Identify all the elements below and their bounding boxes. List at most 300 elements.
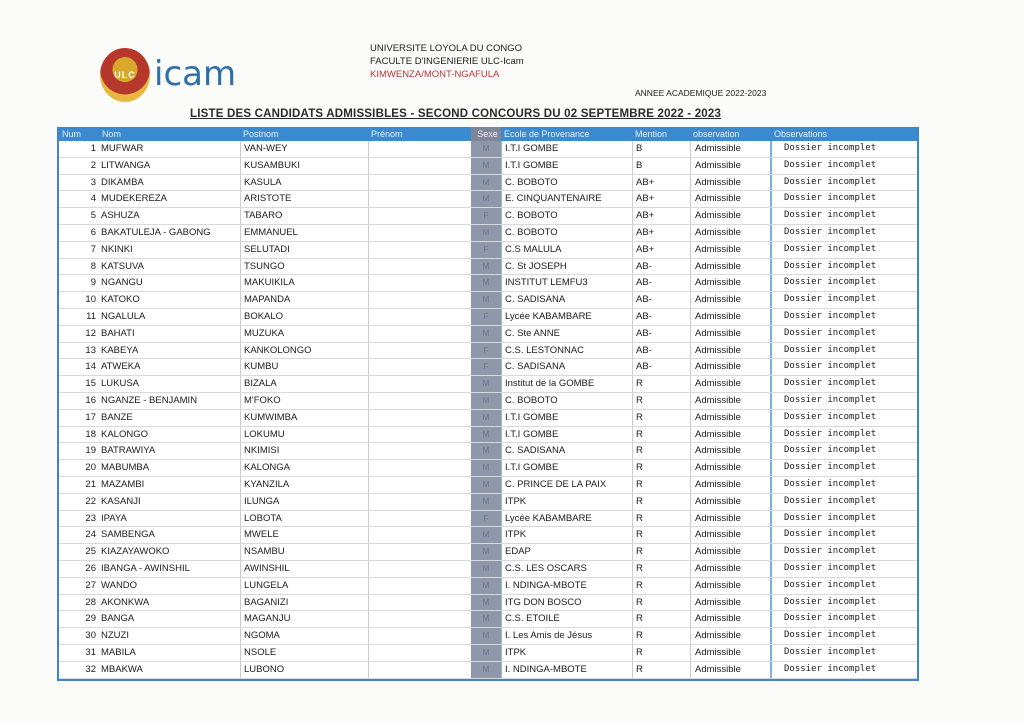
col-sexe: Sexe: [471, 127, 501, 141]
cell-sexe: M: [471, 326, 501, 342]
cell-num: 3: [90, 176, 96, 188]
cell-num: 15: [85, 378, 96, 390]
cell-nom: MABUMBA: [101, 462, 150, 474]
cell-ecole: C. SADISANA: [501, 292, 632, 308]
cell-postnom: ILUNGA: [240, 494, 368, 510]
cell-nom: BANGA: [101, 613, 135, 625]
cell-prenom: [368, 595, 471, 611]
cell-num: 19: [85, 445, 96, 457]
cell-observations: Dossier incomplet: [770, 242, 913, 258]
cell-observation: Admissible: [690, 494, 770, 510]
cell-ecole: ITPK: [501, 527, 632, 543]
cell-postnom: ARISTOTE: [240, 191, 368, 207]
cell-ecole: C. St JOSEPH: [501, 259, 632, 275]
cell-sexe: M: [471, 443, 501, 459]
ulc-seal-icon: [100, 48, 150, 102]
cell-observation: Admissible: [690, 611, 770, 627]
cell-observation: Admissible: [690, 376, 770, 392]
cell-postnom: LUBONO: [240, 662, 368, 678]
cell-mention: AB+: [632, 175, 690, 191]
institution-logo: [100, 48, 237, 104]
cell-mention: AB-: [632, 292, 690, 308]
cell-observations: Dossier incomplet: [770, 477, 913, 493]
cell-observations: Dossier incomplet: [770, 393, 913, 409]
cell-prenom: [368, 141, 471, 157]
cell-prenom: [368, 225, 471, 241]
cell-nom: NGANGU: [101, 277, 143, 289]
icam-logo-text: icam: [154, 54, 237, 94]
table-row: [59, 611, 917, 628]
cell-num: 5: [90, 210, 96, 222]
cell-observations: Dossier incomplet: [770, 544, 913, 560]
cell-sexe: M: [471, 645, 501, 661]
col-num: Num: [62, 129, 82, 139]
cell-postnom: KASULA: [240, 175, 368, 191]
cell-sexe: M: [471, 561, 501, 577]
cell-observations: Dossier incomplet: [770, 225, 913, 241]
cell-nom: NGALULA: [101, 310, 146, 322]
cell-observations: Dossier incomplet: [770, 359, 913, 375]
cell-ecole: Lycée KABAMBARE: [501, 511, 632, 527]
cell-mention: R: [632, 595, 690, 611]
cell-postnom: AWINSHIL: [240, 561, 368, 577]
table-row: [59, 191, 917, 208]
table-row: [59, 326, 917, 343]
cell-nom: SAMBENGA: [101, 529, 155, 541]
cell-sexe: M: [471, 275, 501, 291]
table-row: [59, 242, 917, 259]
cell-mention: AB-: [632, 309, 690, 325]
cell-sexe: M: [471, 410, 501, 426]
table-row: [59, 259, 917, 276]
cell-postnom: BIZALA: [240, 376, 368, 392]
cell-ecole: C. PRINCE DE LA PAIX: [501, 477, 632, 493]
cell-ecole: E. CINQUANTENAIRE: [501, 191, 632, 207]
cell-nom: MUFWAR: [101, 143, 144, 154]
cell-postnom: LUNGELA: [240, 578, 368, 594]
cell-sexe: M: [471, 544, 501, 560]
cell-prenom: [368, 611, 471, 627]
cell-prenom: [368, 662, 471, 678]
cell-num: 6: [90, 226, 96, 238]
table-row: [59, 208, 917, 225]
cell-num: 31: [85, 646, 96, 658]
cell-observations: Dossier incomplet: [770, 460, 913, 476]
cell-mention: B: [632, 158, 690, 174]
cell-observation: Admissible: [690, 242, 770, 258]
cell-sexe: M: [471, 259, 501, 275]
cell-observations: Dossier incomplet: [770, 175, 913, 191]
cell-mention: R: [632, 611, 690, 627]
cell-nom: AKONKWA: [101, 596, 150, 608]
cell-mention: AB-: [632, 259, 690, 275]
cell-observation: Admissible: [690, 225, 770, 241]
cell-ecole: C. BOBOTO: [501, 208, 632, 224]
cell-sexe: M: [471, 460, 501, 476]
cell-observations: Dossier incomplet: [770, 628, 913, 644]
cell-nom: BATRAWIYA: [101, 445, 156, 457]
cell-observation: Admissible: [690, 544, 770, 560]
cell-observation: Admissible: [690, 208, 770, 224]
table-row: [59, 410, 917, 427]
cell-observations: Dossier incomplet: [770, 208, 913, 224]
cell-nom: BAKATULEJA - GABONG: [101, 226, 211, 238]
cell-observations: Dossier incomplet: [770, 343, 913, 359]
cell-num: 13: [85, 344, 96, 356]
cell-postnom: KUSAMBUKI: [240, 158, 368, 174]
cell-ecole: C. BOBOTO: [501, 393, 632, 409]
cell-observation: Admissible: [690, 343, 770, 359]
cell-postnom: KYANZILA: [240, 477, 368, 493]
cell-observations: Dossier incomplet: [770, 191, 913, 207]
table-row: [59, 275, 917, 292]
cell-sexe: M: [471, 662, 501, 678]
cell-sexe: M: [471, 158, 501, 174]
cell-prenom: [368, 393, 471, 409]
table-row: [59, 376, 917, 393]
col-nom: Nom: [102, 129, 122, 139]
cell-observations: Dossier incomplet: [770, 259, 913, 275]
cell-mention: AB-: [632, 275, 690, 291]
cell-mention: AB-: [632, 359, 690, 375]
table-row: [59, 158, 917, 175]
cell-ecole: EDAP: [501, 544, 632, 560]
cell-sexe: M: [471, 527, 501, 543]
cell-mention: R: [632, 393, 690, 409]
cell-num: 18: [85, 428, 96, 440]
cell-ecole: I. NDINGA-MBOTE: [501, 578, 632, 594]
cell-nom: NGANZE - BENJAMIN: [101, 394, 198, 406]
table-row: [59, 662, 917, 679]
cell-prenom: [368, 292, 471, 308]
cell-prenom: [368, 527, 471, 543]
cell-prenom: [368, 275, 471, 291]
cell-mention: R: [632, 494, 690, 510]
table-row: [59, 393, 917, 410]
cell-nom: NZUZI: [101, 630, 129, 642]
cell-nom: KIAZAYAWOKO: [101, 546, 170, 558]
cell-postnom: LOKUMU: [240, 427, 368, 443]
cell-mention: R: [632, 477, 690, 493]
cell-ecole: ITG DON BOSCO: [501, 595, 632, 611]
cell-num: 28: [85, 596, 96, 608]
cell-nom: MBAKWA: [101, 663, 143, 675]
cell-prenom: [368, 561, 471, 577]
cell-postnom: SELUTADI: [240, 242, 368, 258]
cell-sexe: F: [471, 343, 501, 359]
cell-observation: Admissible: [690, 326, 770, 342]
cell-mention: AB+: [632, 225, 690, 241]
table-row: [59, 561, 917, 578]
cell-num: 12: [85, 327, 96, 339]
cell-nom: MAZAMBI: [101, 478, 145, 490]
cell-ecole: I.T.I GOMBE: [501, 427, 632, 443]
cell-postnom: LOBOTA: [240, 511, 368, 527]
cell-observations: Dossier incomplet: [770, 376, 913, 392]
cell-postnom: M'FOKO: [240, 393, 368, 409]
cell-observations: Dossier incomplet: [770, 443, 913, 459]
cell-nom: ATWEKA: [101, 361, 141, 373]
cell-postnom: KALONGA: [240, 460, 368, 476]
cell-postnom: MAGANJU: [240, 611, 368, 627]
cell-observation: Admissible: [690, 561, 770, 577]
cell-postnom: MAPANDA: [240, 292, 368, 308]
cell-mention: R: [632, 410, 690, 426]
cell-prenom: [368, 494, 471, 510]
cell-ecole: C.S. LES OSCARS: [501, 561, 632, 577]
university-name: UNIVERSITE LOYOLA DU CONGO: [370, 43, 523, 54]
cell-ecole: I. NDINGA-MBOTE: [501, 662, 632, 678]
cell-ecole: I.T.I GOMBE: [501, 460, 632, 476]
cell-num: 14: [85, 361, 96, 373]
cell-num: 4: [90, 193, 96, 205]
cell-prenom: [368, 544, 471, 560]
cell-ecole: C.S. ETOILE: [501, 611, 632, 627]
cell-observation: Admissible: [690, 275, 770, 291]
cell-observations: Dossier incomplet: [770, 326, 913, 342]
cell-nom: KABEYA: [101, 344, 139, 356]
cell-mention: R: [632, 645, 690, 661]
cell-nom: LUKUSA: [101, 378, 140, 390]
cell-mention: R: [632, 662, 690, 678]
table-row: [59, 511, 917, 528]
cell-ecole: C. Ste ANNE: [501, 326, 632, 342]
cell-num: 29: [85, 613, 96, 625]
cell-mention: AB-: [632, 343, 690, 359]
table-row: [59, 460, 917, 477]
candidates-table: [57, 127, 919, 681]
cell-mention: R: [632, 527, 690, 543]
seal-text: ULC: [114, 70, 136, 80]
cell-prenom: [368, 410, 471, 426]
cell-nom: BANZE: [101, 411, 133, 423]
cell-prenom: [368, 443, 471, 459]
cell-sexe: F: [471, 242, 501, 258]
cell-sexe: M: [471, 494, 501, 510]
cell-ecole: C. SADISANA: [501, 359, 632, 375]
cell-postnom: NSOLE: [240, 645, 368, 661]
cell-prenom: [368, 427, 471, 443]
cell-postnom: TSUNGO: [240, 259, 368, 275]
cell-observation: Admissible: [690, 175, 770, 191]
cell-postnom: MAKUIKILA: [240, 275, 368, 291]
cell-mention: R: [632, 376, 690, 392]
cell-num: 8: [90, 260, 96, 272]
cell-observations: Dossier incomplet: [770, 309, 913, 325]
cell-num: 25: [85, 546, 96, 558]
cell-observations: Dossier incomplet: [770, 578, 913, 594]
cell-postnom: VAN-WEY: [240, 141, 368, 157]
cell-postnom: NSAMBU: [240, 544, 368, 560]
cell-sexe: F: [471, 511, 501, 527]
cell-num: 32: [85, 663, 96, 675]
cell-ecole: C.S. LESTONNAC: [501, 343, 632, 359]
cell-nom: IBANGA - AWINSHIL: [101, 562, 190, 574]
cell-mention: R: [632, 443, 690, 459]
cell-observations: Dossier incomplet: [770, 611, 913, 627]
table-row: [59, 292, 917, 309]
cell-postnom: KUMWIMBA: [240, 410, 368, 426]
table-row: [59, 578, 917, 595]
cell-prenom: [368, 460, 471, 476]
academic-year: ANNEE ACADEMIQUE 2022-2023: [635, 88, 767, 98]
cell-prenom: [368, 343, 471, 359]
cell-mention: AB-: [632, 326, 690, 342]
cell-mention: R: [632, 511, 690, 527]
cell-sexe: M: [471, 175, 501, 191]
cell-postnom: BAGANIZI: [240, 595, 368, 611]
cell-nom: LITWANGA: [101, 159, 151, 171]
cell-postnom: KANKOLONGO: [240, 343, 368, 359]
table-header: [59, 127, 917, 141]
cell-sexe: M: [471, 628, 501, 644]
cell-postnom: MUZUKA: [240, 326, 368, 342]
cell-num: 23: [85, 512, 96, 524]
cell-observation: Admissible: [690, 359, 770, 375]
cell-num: 30: [85, 630, 96, 642]
cell-observations: Dossier incomplet: [770, 292, 913, 308]
cell-observations: Dossier incomplet: [770, 645, 913, 661]
cell-observation: Admissible: [690, 393, 770, 409]
cell-num: 16: [85, 394, 96, 406]
cell-sexe: M: [471, 595, 501, 611]
cell-observation: Admissible: [690, 158, 770, 174]
cell-sexe: M: [471, 477, 501, 493]
cell-prenom: [368, 175, 471, 191]
document-header: [370, 42, 524, 81]
cell-nom: BAHATI: [101, 327, 135, 339]
cell-prenom: [368, 578, 471, 594]
cell-observation: Admissible: [690, 427, 770, 443]
col-prenom: Prénom: [371, 129, 403, 139]
cell-sexe: M: [471, 225, 501, 241]
cell-nom: DIKAMBA: [101, 176, 144, 188]
cell-num: 1: [90, 143, 96, 154]
cell-observations: Dossier incomplet: [770, 662, 913, 678]
table-row: [59, 343, 917, 360]
cell-nom: NKINKI: [101, 243, 133, 255]
cell-ecole: INSTITUT LEMFU3: [501, 275, 632, 291]
cell-nom: MABILA: [101, 646, 136, 658]
cell-nom: KALONGO: [101, 428, 148, 440]
cell-observations: Dossier incomplet: [770, 158, 913, 174]
cell-mention: R: [632, 578, 690, 594]
cell-prenom: [368, 259, 471, 275]
cell-observation: Admissible: [690, 443, 770, 459]
cell-prenom: [368, 191, 471, 207]
cell-sexe: M: [471, 141, 501, 157]
table-row: [59, 225, 917, 242]
cell-observations: Dossier incomplet: [770, 275, 913, 291]
cell-observation: Admissible: [690, 511, 770, 527]
cell-observations: Dossier incomplet: [770, 527, 913, 543]
cell-observation: Admissible: [690, 645, 770, 661]
table-row: [59, 141, 917, 158]
cell-sexe: M: [471, 393, 501, 409]
cell-mention: B: [632, 141, 690, 157]
table-row: [59, 477, 917, 494]
cell-sexe: F: [471, 309, 501, 325]
cell-observation: Admissible: [690, 191, 770, 207]
table-row: [59, 595, 917, 612]
cell-ecole: I.T.I GOMBE: [501, 141, 632, 157]
cell-observation: Admissible: [690, 527, 770, 543]
cell-prenom: [368, 208, 471, 224]
cell-ecole: ITPK: [501, 645, 632, 661]
cell-mention: AB+: [632, 191, 690, 207]
cell-observations: Dossier incomplet: [770, 561, 913, 577]
cell-observation: Admissible: [690, 309, 770, 325]
table-row: [59, 443, 917, 460]
cell-observations: Dossier incomplet: [770, 141, 913, 157]
cell-prenom: [368, 376, 471, 392]
cell-postnom: BOKALO: [240, 309, 368, 325]
cell-ecole: I.T.I GOMBE: [501, 410, 632, 426]
table-row: [59, 309, 917, 326]
cell-observation: Admissible: [690, 410, 770, 426]
cell-observation: Admissible: [690, 141, 770, 157]
cell-prenom: [368, 242, 471, 258]
faculty-name: FACULTE D'INGENIERIE ULC-Icam: [370, 56, 524, 67]
table-body: [59, 141, 917, 679]
cell-sexe: M: [471, 292, 501, 308]
cell-num: 26: [85, 562, 96, 574]
cell-sexe: F: [471, 208, 501, 224]
location: KIMWENZA/MONT-NGAFULA: [370, 69, 500, 80]
cell-observation: Admissible: [690, 460, 770, 476]
cell-ecole: C. BOBOTO: [501, 225, 632, 241]
cell-nom: MUDEKEREZA: [101, 193, 167, 205]
table-row: [59, 175, 917, 192]
cell-observation: Admissible: [690, 662, 770, 678]
cell-nom: WANDO: [101, 579, 138, 591]
cell-num: 21: [85, 478, 96, 490]
cell-postnom: NKIMISI: [240, 443, 368, 459]
cell-mention: AB+: [632, 208, 690, 224]
cell-num: 27: [85, 579, 96, 591]
table-row: [59, 527, 917, 544]
cell-observations: Dossier incomplet: [770, 494, 913, 510]
cell-observations: Dossier incomplet: [770, 410, 913, 426]
cell-sexe: M: [471, 611, 501, 627]
cell-observations: Dossier incomplet: [770, 427, 913, 443]
cell-nom: KATSUVA: [101, 260, 144, 272]
cell-mention: AB+: [632, 242, 690, 258]
cell-nom: ASHUZA: [101, 210, 140, 222]
cell-observation: Admissible: [690, 477, 770, 493]
cell-nom: KATOKO: [101, 294, 140, 306]
cell-mention: R: [632, 544, 690, 560]
cell-ecole: C. SADISANA: [501, 443, 632, 459]
cell-ecole: Lycée KABAMBARE: [501, 309, 632, 325]
cell-ecole: I.T.I GOMBE: [501, 158, 632, 174]
cell-ecole: ITPK: [501, 494, 632, 510]
cell-prenom: [368, 309, 471, 325]
cell-postnom: NGOMA: [240, 628, 368, 644]
cell-prenom: [368, 511, 471, 527]
cell-num: 20: [85, 462, 96, 474]
cell-observation: Admissible: [690, 578, 770, 594]
col-ecole: Ecole de Provenance: [504, 129, 590, 139]
cell-ecole: C. BOBOTO: [501, 175, 632, 191]
cell-num: 17: [85, 411, 96, 423]
cell-num: 11: [86, 310, 96, 322]
col-observation: observation: [693, 129, 740, 139]
cell-postnom: TABARO: [240, 208, 368, 224]
cell-observation: Admissible: [690, 628, 770, 644]
cell-num: 10: [85, 294, 96, 306]
cell-sexe: M: [471, 578, 501, 594]
